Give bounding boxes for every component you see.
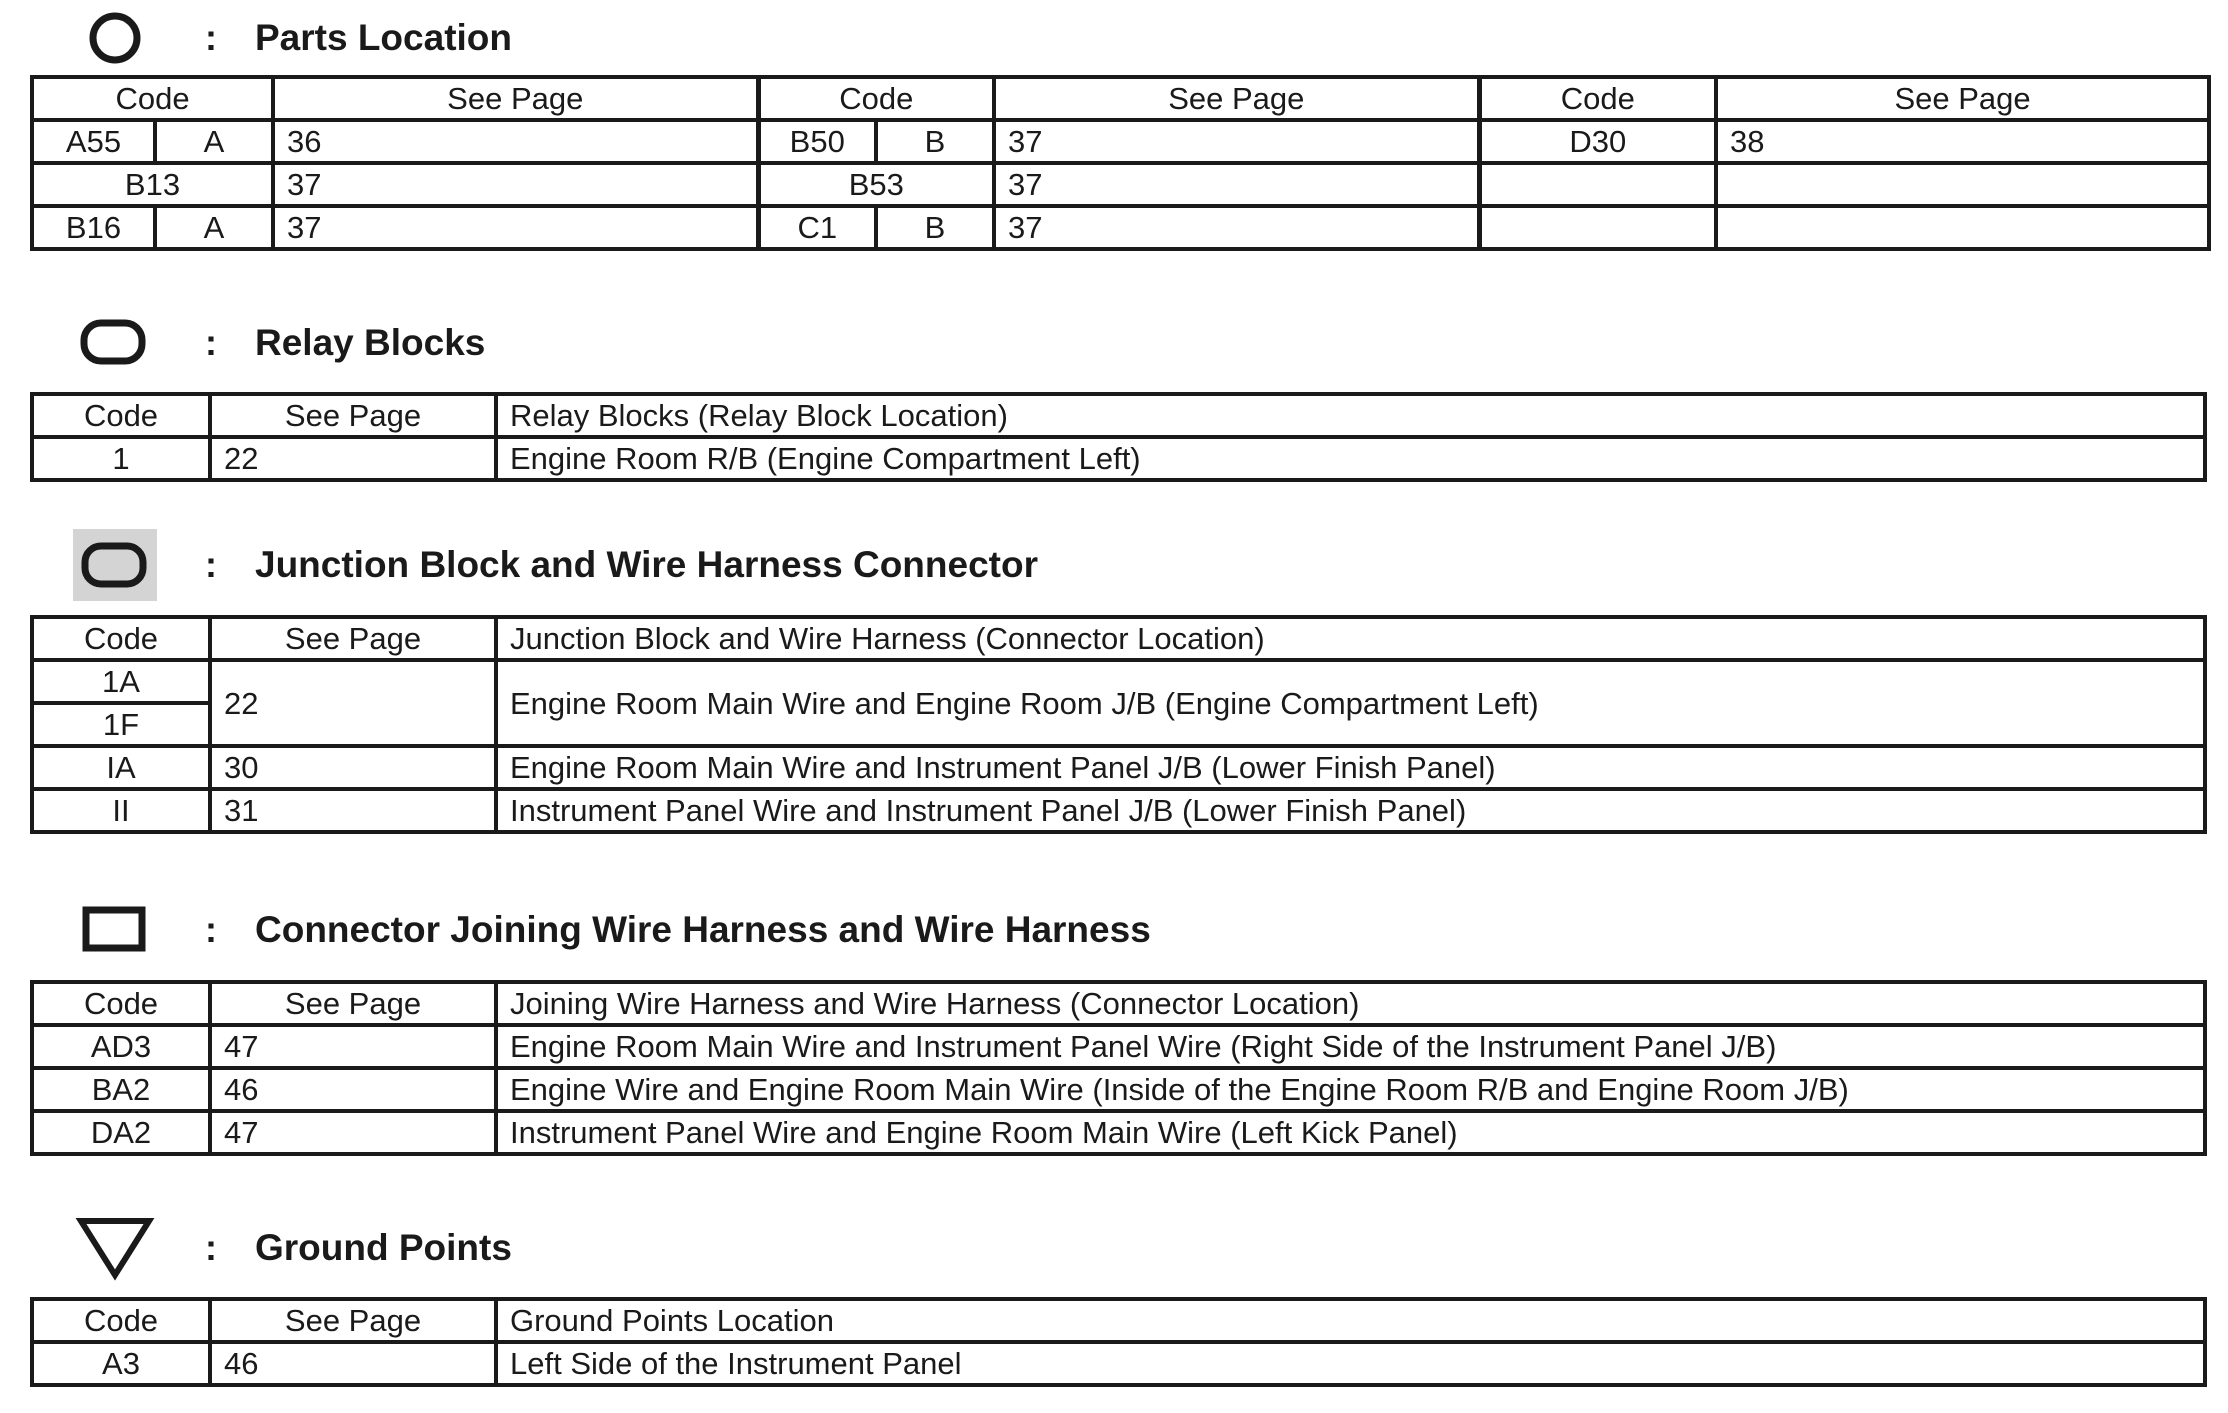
table-row xyxy=(32,437,2205,480)
table-header-row xyxy=(32,982,2205,1025)
section-title: Ground Points xyxy=(255,1227,512,1268)
table-row xyxy=(32,206,2209,249)
section-title: Parts Location xyxy=(255,17,512,58)
page-cell: 31 xyxy=(210,789,496,832)
ground-points-heading xyxy=(65,1213,512,1283)
header-see-page: See Page xyxy=(994,77,1479,120)
connector-joining-table xyxy=(30,980,2207,1156)
colon: : xyxy=(205,17,217,58)
description-cell: Instrument Panel Wire and Engine Room Main Wire (Left Kick Panel) xyxy=(496,1111,2205,1154)
table-header-row xyxy=(32,617,2205,660)
colon: : xyxy=(205,322,217,363)
section-title: Connector Joining Wire Harness and Wire Harness xyxy=(255,909,1151,950)
table-row xyxy=(32,660,2205,703)
page-cell: 37 xyxy=(994,120,1479,163)
code-cell: B53 xyxy=(758,163,994,206)
page-cell: 37 xyxy=(994,206,1479,249)
section-title: Junction Block and Wire Harness Connector xyxy=(255,544,1038,585)
description-cell: Engine Wire and Engine Room Main Wire (Inside of the Engine Room R/B and Engine Room J/B) xyxy=(496,1068,2205,1111)
colon: : xyxy=(205,544,217,585)
table-row xyxy=(32,1342,2205,1385)
header-see-page: See Page xyxy=(210,982,496,1025)
header-code: Code xyxy=(32,394,210,437)
code-cell: II xyxy=(32,789,210,832)
code-sub-cell: A xyxy=(155,120,273,163)
code-cell: B13 xyxy=(32,163,273,206)
header-see-page: See Page xyxy=(210,394,496,437)
header-code: Code xyxy=(1479,77,1716,120)
code-cell: IA xyxy=(32,746,210,789)
code-cell: 1F xyxy=(32,703,210,746)
code-cell: B50 xyxy=(758,120,876,163)
code-sub-cell: B xyxy=(876,120,994,163)
code-cell: DA2 xyxy=(32,1111,210,1154)
page-cell: 30 xyxy=(210,746,496,789)
header-see-page: See Page xyxy=(273,77,758,120)
header-see-page: See Page xyxy=(210,617,496,660)
header-description: Relay Blocks (Relay Block Location) xyxy=(496,394,2205,437)
description-cell: Instrument Panel Wire and Instrument Panel J/B (Lower Finish Panel) xyxy=(496,789,2205,832)
page-cell xyxy=(1716,206,2209,249)
description-cell: Engine Room R/B (Engine Compartment Left) xyxy=(496,437,2205,480)
code-sub-cell: A xyxy=(155,206,273,249)
header-description: Ground Points Location xyxy=(496,1299,2205,1342)
description-cell: Engine Room Main Wire and Engine Room J/B (Engine Compartment Left) xyxy=(496,660,2205,746)
relay-blocks-table xyxy=(30,392,2207,482)
colon: : xyxy=(205,1227,217,1268)
code-cell: A55 xyxy=(32,120,155,163)
description-cell: Left Side of the Instrument Panel xyxy=(496,1342,2205,1385)
table-header-row xyxy=(32,394,2205,437)
description-cell: Engine Room Main Wire and Instrument Panel Wire (Right Side of the Instrument Panel J/B) xyxy=(496,1025,2205,1068)
circle-icon xyxy=(65,10,165,66)
page-cell: 36 xyxy=(273,120,758,163)
code-cell: 1A xyxy=(32,660,210,703)
relay-blocks-heading xyxy=(65,308,485,378)
page-cell: 22 xyxy=(210,437,496,480)
section-title: Relay Blocks xyxy=(255,322,486,363)
colon: : xyxy=(205,909,217,950)
page-cell: 47 xyxy=(210,1025,496,1068)
header-see-page: See Page xyxy=(210,1299,496,1342)
code-cell: 1 xyxy=(32,437,210,480)
shaded-rounded-rect-icon xyxy=(65,529,165,601)
page-cell: 37 xyxy=(273,163,758,206)
parts-location-table xyxy=(30,75,2211,251)
header-code: Code xyxy=(32,77,273,120)
code-cell: AD3 xyxy=(32,1025,210,1068)
code-sub-cell: B xyxy=(876,206,994,249)
page-cell: 37 xyxy=(994,163,1479,206)
code-cell: D30 xyxy=(1479,120,1716,163)
code-cell: A3 xyxy=(32,1342,210,1385)
header-code: Code xyxy=(32,1299,210,1342)
parts-location-heading xyxy=(65,3,512,73)
page-cell: 38 xyxy=(1716,120,2209,163)
connector-joining-heading xyxy=(65,895,1151,965)
code-cell xyxy=(1479,206,1716,249)
table-row xyxy=(32,1111,2205,1154)
table-row xyxy=(32,789,2205,832)
page-cell: 46 xyxy=(210,1068,496,1111)
page-cell: 47 xyxy=(210,1111,496,1154)
header-code: Code xyxy=(32,617,210,660)
table-row xyxy=(32,1068,2205,1111)
table-row xyxy=(32,746,2205,789)
table-row xyxy=(32,163,2209,206)
junction-block-table xyxy=(30,615,2207,834)
page-cell: 37 xyxy=(273,206,758,249)
code-cell: BA2 xyxy=(32,1068,210,1111)
table-row xyxy=(32,1025,2205,1068)
table-row xyxy=(32,120,2209,163)
code-cell: C1 xyxy=(758,206,876,249)
ground-points-table xyxy=(30,1297,2207,1387)
rounded-rect-icon xyxy=(65,318,165,368)
header-description: Junction Block and Wire Harness (Connector Location) xyxy=(496,617,2205,660)
header-see-page: See Page xyxy=(1716,77,2209,120)
table-header-row xyxy=(32,1299,2205,1342)
code-cell: B16 xyxy=(32,206,155,249)
junction-block-heading xyxy=(65,530,1038,600)
page-cell: 22 xyxy=(210,660,496,746)
header-description: Joining Wire Harness and Wire Harness (Connector Location) xyxy=(496,982,2205,1025)
description-cell: Engine Room Main Wire and Instrument Panel J/B (Lower Finish Panel) xyxy=(496,746,2205,789)
page-cell xyxy=(1716,163,2209,206)
header-code: Code xyxy=(758,77,994,120)
header-code: Code xyxy=(32,982,210,1025)
rectangle-icon xyxy=(65,905,165,955)
table-header-row xyxy=(32,77,2209,120)
code-cell xyxy=(1479,163,1716,206)
page-cell: 46 xyxy=(210,1342,496,1385)
triangle-down-icon xyxy=(65,1215,165,1281)
